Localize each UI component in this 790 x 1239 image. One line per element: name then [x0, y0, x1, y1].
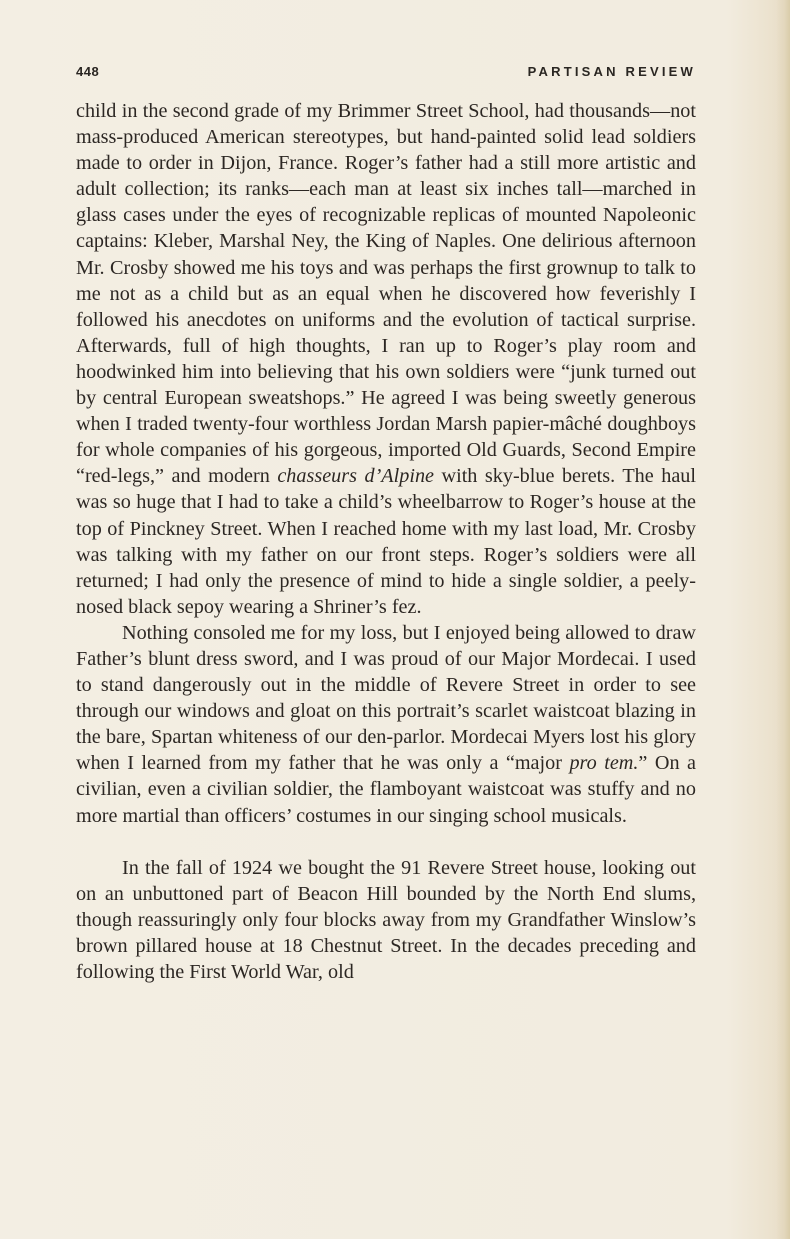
page-number: 448 — [76, 64, 100, 79]
running-head — [76, 62, 696, 86]
text-run: with sky-blue berets. The haul was so huge that I had to take a child’s wheelbarrow to Roger’s house at the top of Pinckney Street. When I reached home with my last load, Mr. Crosby was talking with my father on our front steps. Roger’s soldiers were all returned; I had only the presence of mind to hide a single soldier, a peely-nosed black sepoy wearing a Shriner’s fez. — [76, 465, 696, 618]
text-run: In the fall of 1924 we bought the 91 Revere Street house, looking out on an unbuttoned part of Beacon Hill bounded by the North End slums, though reassuringly only four blocks away from my Grandfather Winslow’s brown pillared house at 18 Chestnut Street. In the decades preceding and following the First World War, old — [76, 856, 696, 983]
text-run: child in the second grade of my Brimmer Street School, had thousands—not mass-produced American stereotypes, but hand-painted solid lead soldiers made to order in Dijon, France. Roger’s father had a still more artistic and adult collection; its ranks—each man at least six inches tall—marched in glass cases under the eyes of recognizable replicas of mounted Napoleonic captains: Kleber, Marshal Ney, the King of Naples. One delirious afternoon Mr. Crosby showed me his toys and was perhaps the first grownup to talk to me not as a child but as an equal when he discovered how feverishly I followed his anecdotes on uniforms and the evolution of tactical surprise. Afterwards, full of high thoughts, I ran up to Roger’s play room and hoodwinked him into believing that his own soldiers were “junk turned out by central European sweatshops.” He agreed I was being sweetly generous when I traded twenty-four worthless Jordan Marsh papier-mâché doughboys for whole companies of his gorgeous, imported Old Guards, Second Empire “red-legs,” and modern — [76, 100, 696, 488]
text-run: Nothing consoled me for my loss, but I enjoyed being allowed to draw Father’s blunt dress sword, and I was proud of our Major Mordecai. I used to stand dangerously out in the middle of Revere Street in order to see through our windows and gloat on this portrait’s scarlet waistcoat blazing in the bare, Spartan whiteness of our den-parlor. Mordecai Myers lost his glory when I learned from my father that he was only a “major — [76, 621, 696, 775]
body-text — [76, 98, 696, 985]
page-spine-shadow — [776, 0, 790, 1239]
italic-phrase: chasseurs d’Alpine — [277, 465, 434, 488]
journal-title: PARTISAN REVIEW — [527, 64, 696, 79]
paragraph-2 — [76, 620, 696, 829]
text-run: ” On a civilian, even a civilian soldier, the flamboyant waistcoat was stuffy and no more martial than officers’ costumes in our singing school musicals. — [76, 752, 696, 827]
paragraph-3 — [76, 855, 696, 985]
italic-phrase: pro tem. — [569, 752, 639, 775]
paragraph-1 — [76, 98, 696, 620]
